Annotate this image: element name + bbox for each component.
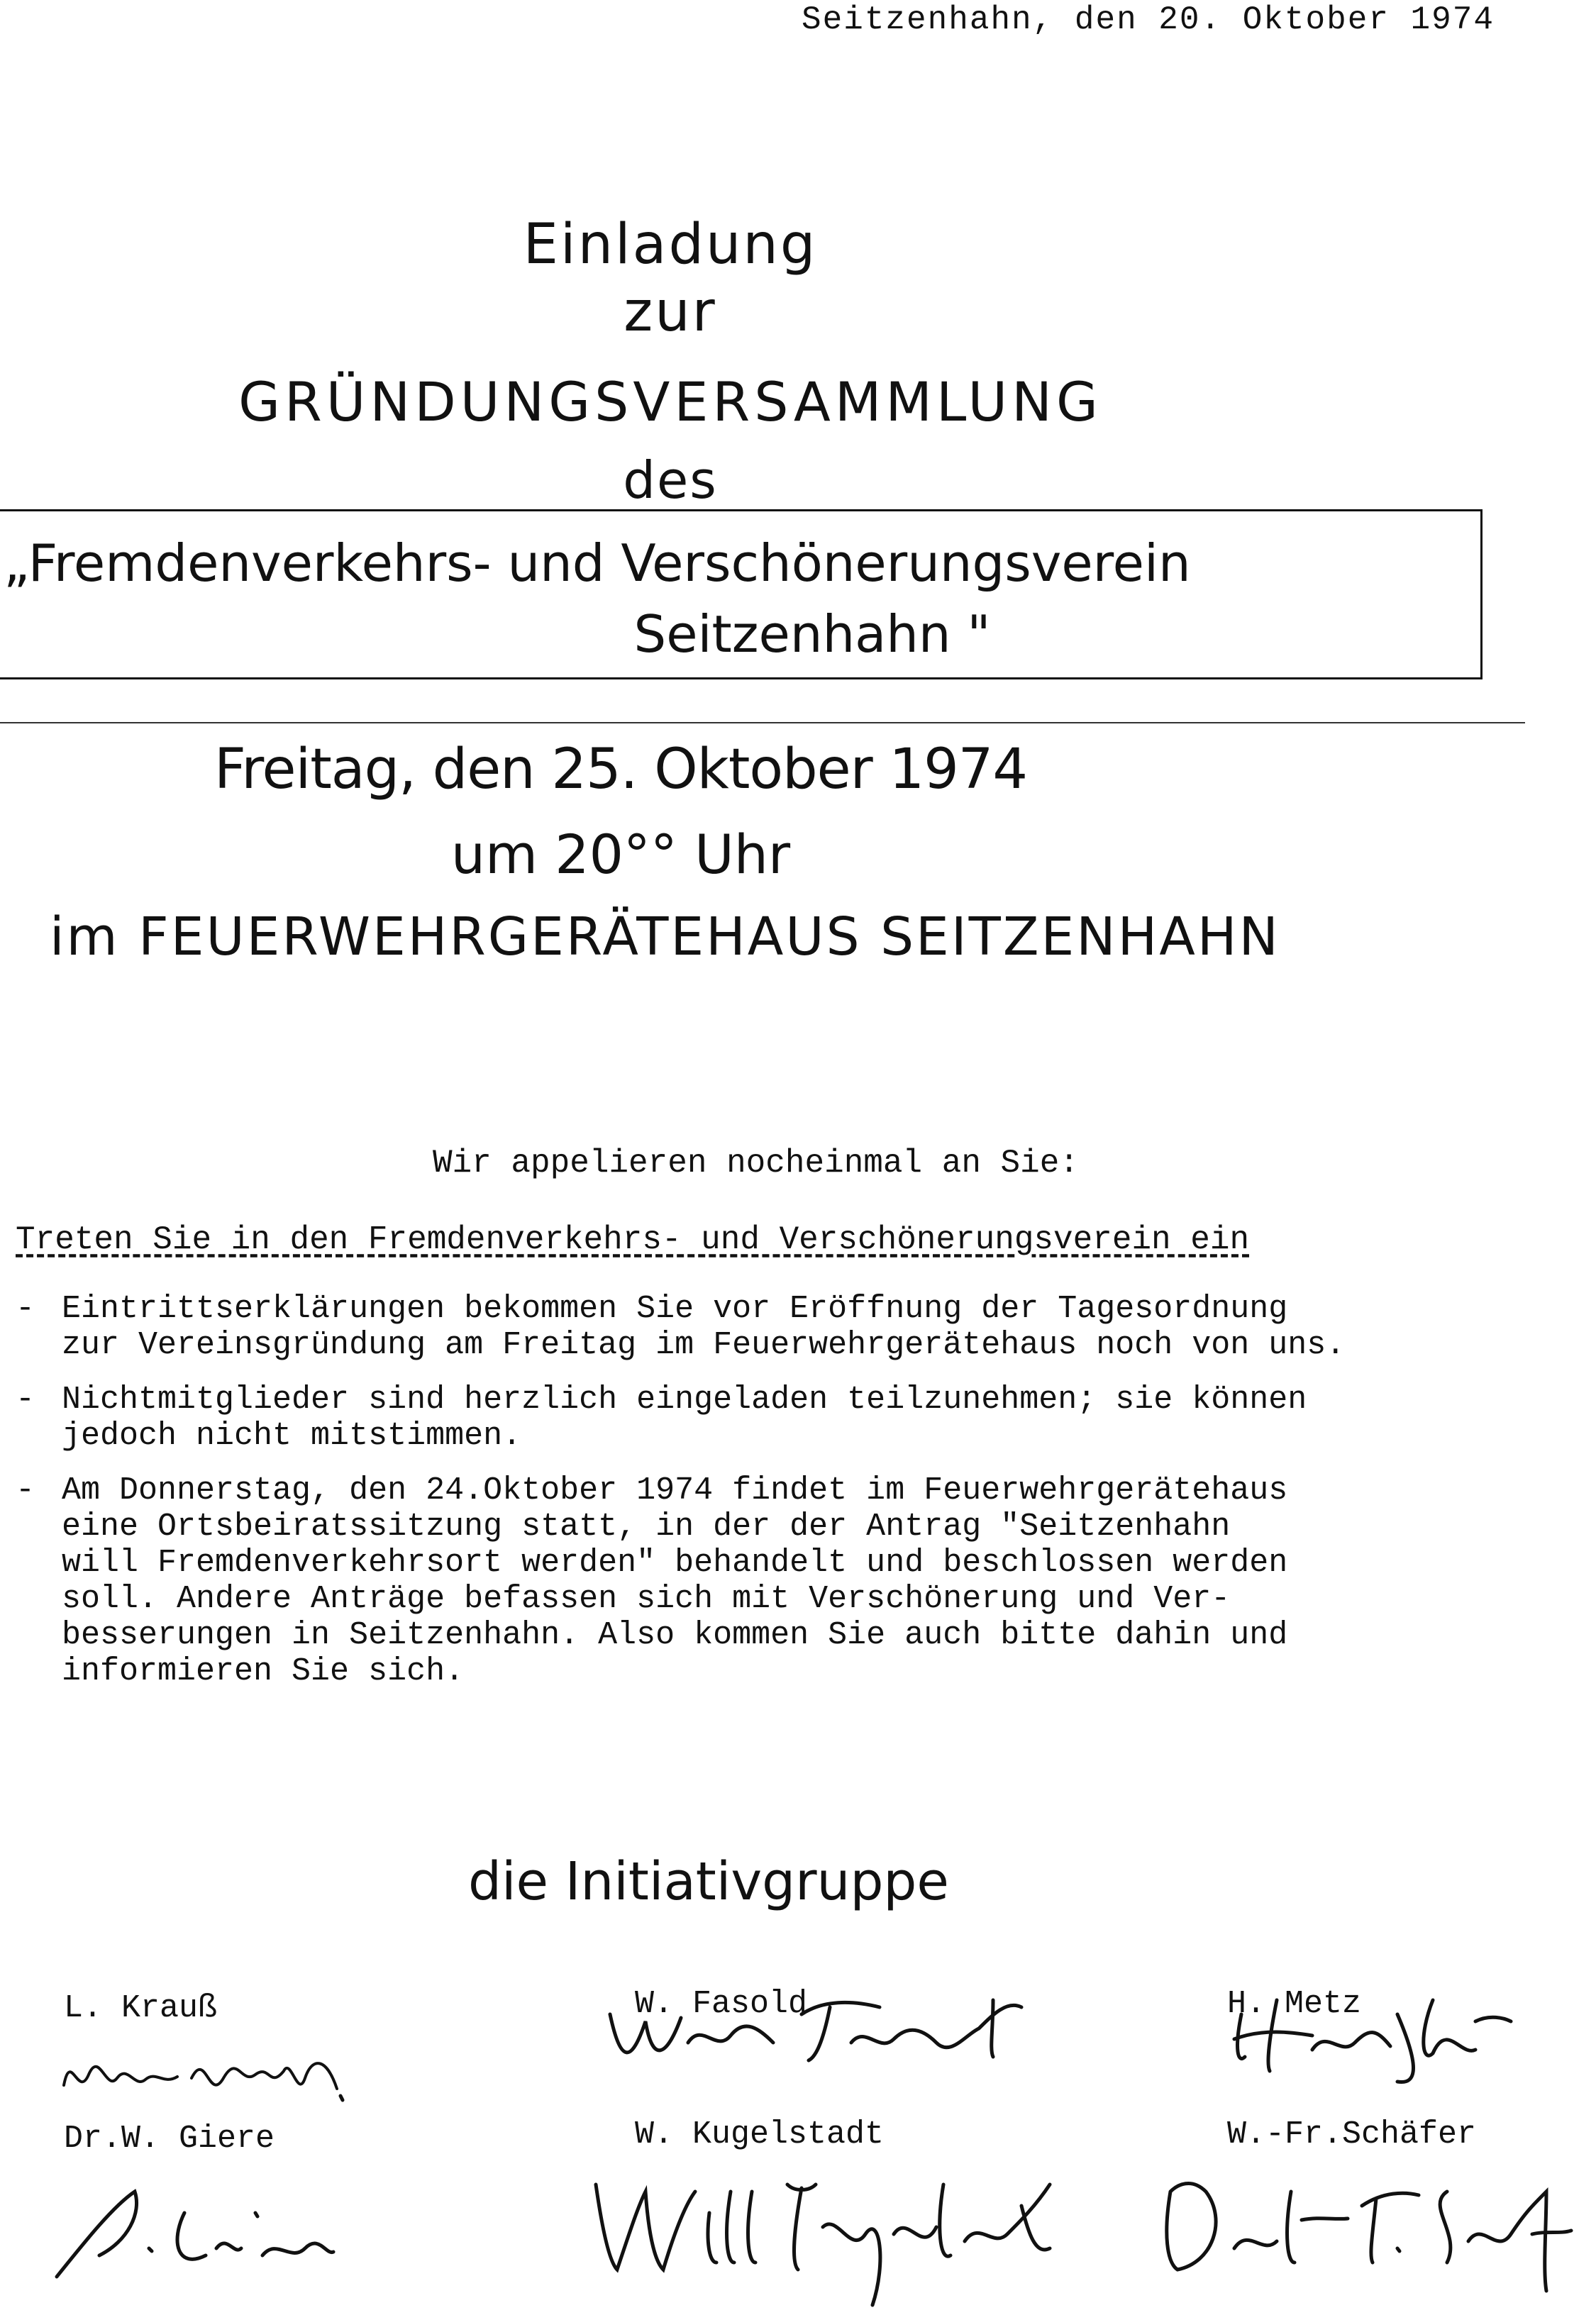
handwritten-signature-kugelstadt (582, 2163, 1078, 2315)
appeal-text: Wir appelieren nocheinmal an Sie: (433, 1145, 1079, 1182)
list-item-text: Am Donnerstag, den 24.Oktober 1974 findet im Feuerwehrgerätehaus eine Ortsbeiratssitzung statt, in der der Antrag "Seitzenhahn will Fremdenverkehrsort werden" behandelt und beschlossen werden soll. Andere Anträge befassen sich mit Verschönerung und Ver- besserungen in Seitzenhahn. Also kommen Sie auch bitte dahin und informieren Sie sich. (62, 1472, 1288, 1689)
signer-name-kugelstadt: W. Kugelstadt (635, 2116, 885, 2153)
event-location: im FEUERWEHRGERÄTEHAUS SEITZENHAHN (50, 906, 1280, 967)
handwritten-signature-fasold (596, 1986, 1036, 2071)
list-item-text: Nichtmitglieder sind herzlich eingeladen teilzunehmen; sie können jedoch nicht mitstimmen. (62, 1382, 1307, 1454)
title-zur: zur (624, 280, 717, 344)
signer-name-giere: Dr.W. Giere (64, 2121, 275, 2157)
list-item-text: Eintrittserklärungen bekommen Sie vor Eröffnung der Tagesordnung zur Vereinsgründung am Freitag im Feuerwehrgerätehaus noch von uns. (62, 1291, 1346, 1363)
handwritten-signature-giere (43, 2170, 340, 2291)
handwritten-signature-krauss (57, 2036, 355, 2114)
event-date: Freitag, den 25. Oktober 1974 (214, 738, 1027, 801)
call-to-action: Treten Sie in den Fremdenverkehrs- und Verschönerungsverein ein (16, 1221, 1250, 1258)
list-dash: - (16, 1382, 35, 1418)
handwritten-signature-metz (1220, 1986, 1518, 2085)
list-item (16, 1291, 1526, 1363)
handwritten-signature-schaefer (1149, 2163, 1575, 2298)
list-dash: - (16, 1472, 35, 1509)
signer-name-schaefer: W.-Fr.Schäfer (1227, 2116, 1477, 2153)
divider (0, 722, 1525, 723)
title-founding-assembly: GRÜNDUNGSVERSAMMLUNG (238, 370, 1102, 433)
signer-name-fasold: W. Fasold (635, 1986, 808, 2022)
dateline: Seitzenhahn, den 20. Oktober 1974 (802, 1, 1495, 38)
title-invitation: Einladung (523, 213, 818, 277)
info-list (16, 1291, 1526, 1708)
list-dash: - (16, 1291, 35, 1327)
title-des: des (623, 450, 718, 510)
list-item (16, 1382, 1526, 1454)
list-item (16, 1472, 1526, 1689)
initiative-group-label: die Initiativgruppe (468, 1851, 949, 1912)
signer-name-metz: H. Metz (1227, 1986, 1362, 2022)
event-time: um 20°° Uhr (450, 823, 791, 886)
association-name-line1: „Fremdenverkehrs- und Verschönerungsverein (4, 533, 1191, 593)
signer-name-krauss: L. Krauß (64, 1990, 218, 2026)
association-name-line2: Seitzenhahn " (633, 604, 991, 664)
